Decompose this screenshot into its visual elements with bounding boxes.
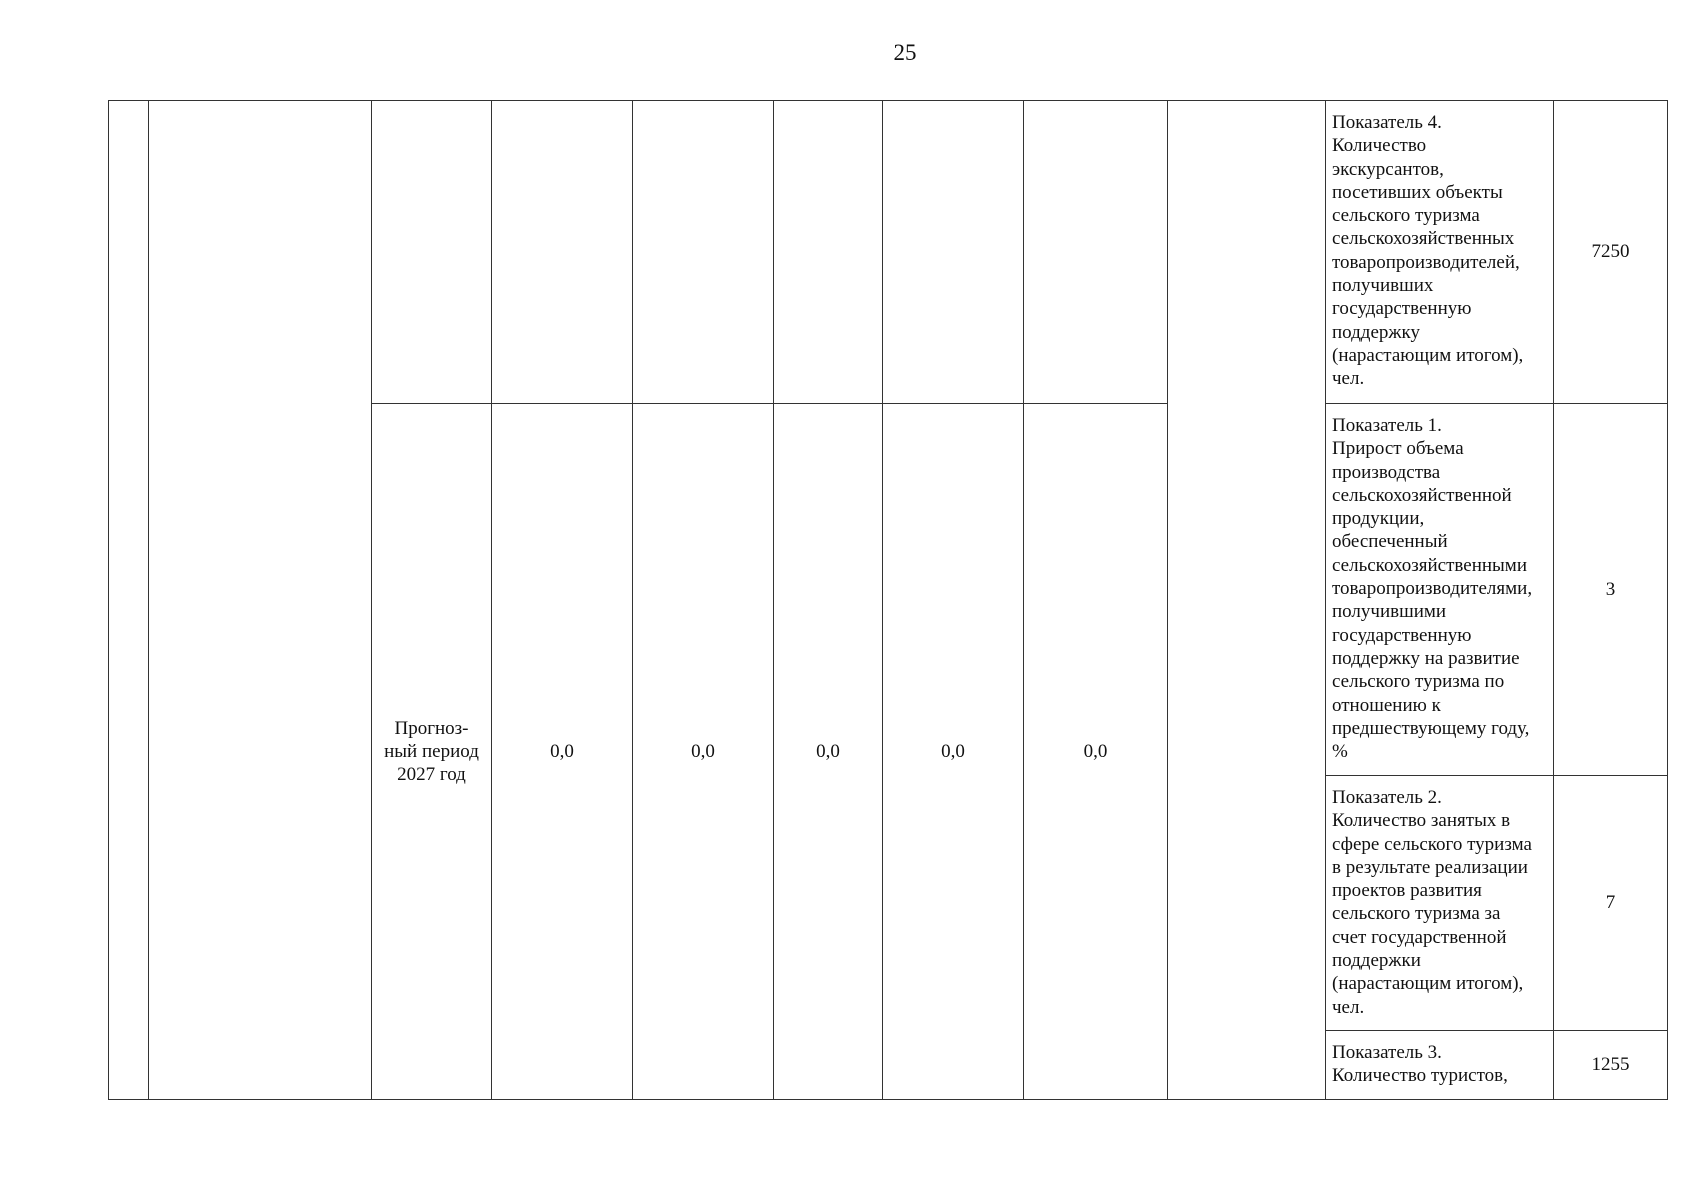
number-cell	[109, 101, 149, 1100]
event-name-cell	[149, 101, 372, 1100]
amount-cell	[633, 101, 774, 404]
amount-cell	[492, 101, 633, 404]
forecast-value: 0,0	[492, 404, 633, 1100]
program-indicators-table	[108, 100, 1668, 1100]
amount-cell	[883, 101, 1024, 404]
indicator-text: Показатель 2. Количество занятых в сфере сельского туризма в результате реализации проектов развития сельского туризма за счет государственной поддержки (нарастающим итогом), чел.	[1326, 776, 1554, 1031]
forecast-value: 0,0	[633, 404, 774, 1100]
indicator-text: Показатель 4. Количество экскурсантов, посетивших объекты сельского туризма сельскохозяйственных товаропроизводителей, получивших государственную поддержку (нарастающим итогом), чел.	[1326, 101, 1554, 404]
forecast-value: 0,0	[883, 404, 1024, 1100]
indicator-text: Показатель 3. Количество туристов,	[1326, 1031, 1554, 1100]
indicator-value: 7	[1554, 776, 1668, 1031]
amount-cell	[774, 101, 883, 404]
indicator-value: 7250	[1554, 101, 1668, 404]
indicator-value: 1255	[1554, 1031, 1668, 1100]
forecast-value: 0,0	[774, 404, 883, 1100]
indicator-text: Показатель 1. Прирост объема производства сельскохозяйственной продукции, обеспеченный сельскохозяйственными товаропроизводителями, получившими государственную поддержку на развитие сельского туризма по отношению к предшествующему году, %	[1326, 404, 1554, 776]
forecast-value: 0,0	[1024, 404, 1168, 1100]
page-number: 25	[893, 40, 917, 65]
forecast-period-label: Прогноз- ный период 2027 год	[372, 404, 492, 1100]
executor-cell	[1168, 101, 1326, 1100]
table-row	[109, 101, 1668, 404]
period-cell	[372, 101, 492, 404]
amount-cell	[1024, 101, 1168, 404]
indicator-value: 3	[1554, 404, 1668, 776]
